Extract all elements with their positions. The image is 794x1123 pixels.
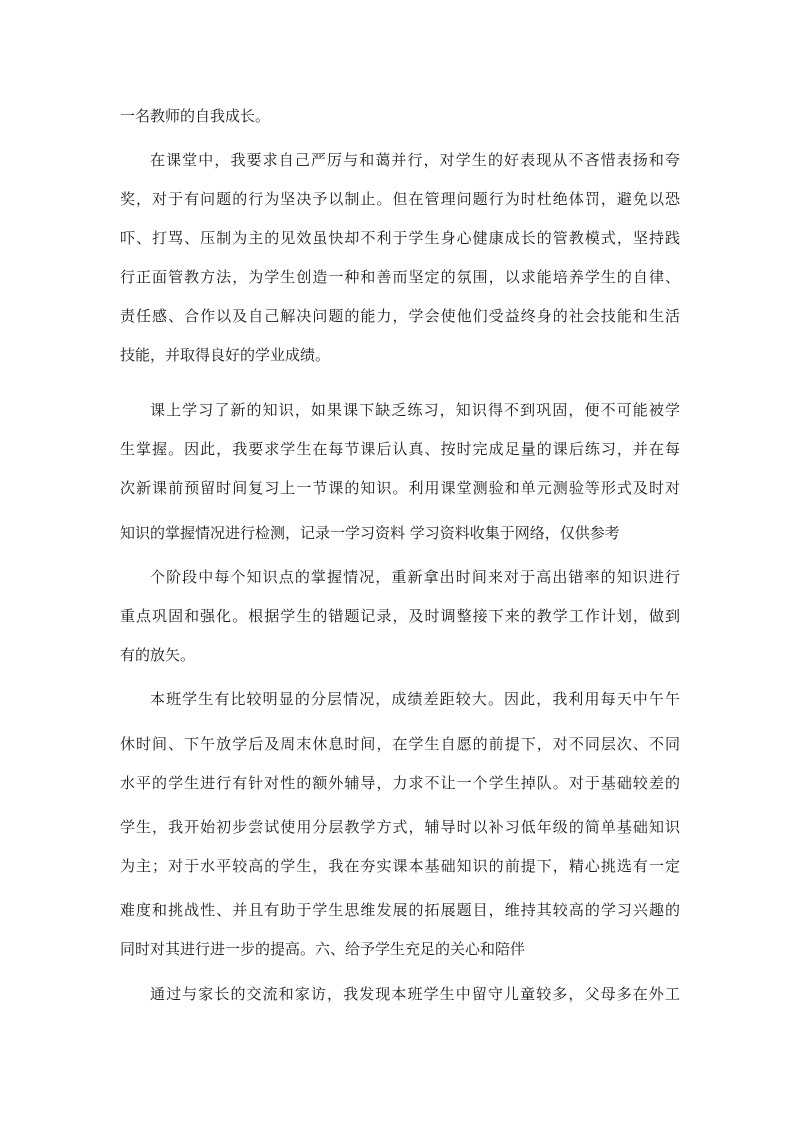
text-line: 吓、打骂、压制为主的见效虽快却不利于学生身心健康成长的管教模式，坚持践 bbox=[120, 229, 680, 247]
text-line: 难度和挑战性、并且有助于学生思维发展的拓展题目，维持其较高的学习兴趣的 bbox=[120, 901, 680, 919]
text-line: 生掌握。因此，我要求学生在每节课后认真、按时完成足量的课后练习，并在每 bbox=[120, 440, 680, 458]
text-line: 同时对其进行进一步的提高。六、给予学生充足的关心和陪伴 bbox=[120, 940, 526, 958]
text-line: 为主；对于水平较高的学生，我在夯实课本基础知识的前提下，精心挑选有一定 bbox=[120, 857, 680, 875]
text-line: 重点巩固和强化。根据学生的错题记录，及时调整接下来的教学工作计划，做到 bbox=[120, 607, 680, 625]
text-line: 本班学生有比较明显的分层情况，成绩差距较大。因此，我利用每天中午午 bbox=[150, 690, 680, 708]
text-line: 技能，并取得良好的学业成绩。 bbox=[120, 346, 331, 364]
text-line: 课上学习了新的知识，如果课下缺乏练习，知识得不到巩固，便不可能被学 bbox=[150, 401, 680, 419]
text-line: 行正面管教方法，为学生创造一种和善而坚定的氛围，以求能培养学生的自律、 bbox=[120, 268, 680, 286]
text-line: 休时间、下午放学后及周末休息时间，在学生自愿的前提下，对不同层次、不同 bbox=[120, 735, 680, 753]
text-line: 次新课前预留时间复习上一节课的知识。利用课堂测验和单元测验等形式及时对 bbox=[120, 479, 680, 497]
text-line: 有的放矢。 bbox=[120, 646, 196, 664]
text-line: 通过与家长的交流和家访，我发现本班学生中留守儿童较多，父母多在外工 bbox=[150, 985, 680, 1003]
text-line: 学生，我开始初步尝试使用分层教学方式，辅导时以补习低年级的简单基础知识 bbox=[120, 818, 680, 836]
text-line: 奖，对于有问题的行为坚决予以制止。但在管理问题行为时杜绝体罚，避免以恐 bbox=[120, 190, 680, 208]
text-line: 责任感、合作以及自己解决问题的能力，学会使他们受益终身的社会技能和生活 bbox=[120, 307, 680, 325]
text-line: 知识的掌握情况进行检测，记录一学习资料 学习资料收集于网络，仅供参考 bbox=[120, 524, 620, 542]
text-line: 在课堂中，我要求自己严厉与和蔼并行，对学生的好表现从不吝惜表扬和夸 bbox=[150, 151, 680, 169]
text-line: 个阶段中每个知识点的掌握情况，重新拿出时间来对于高出错率的知识进行 bbox=[150, 568, 680, 586]
text-line: 水平的学生进行有针对性的额外辅导，力求不让一个学生掉队。对于基础较差的 bbox=[120, 774, 680, 792]
text-line: 一名教师的自我成长。 bbox=[120, 107, 271, 125]
